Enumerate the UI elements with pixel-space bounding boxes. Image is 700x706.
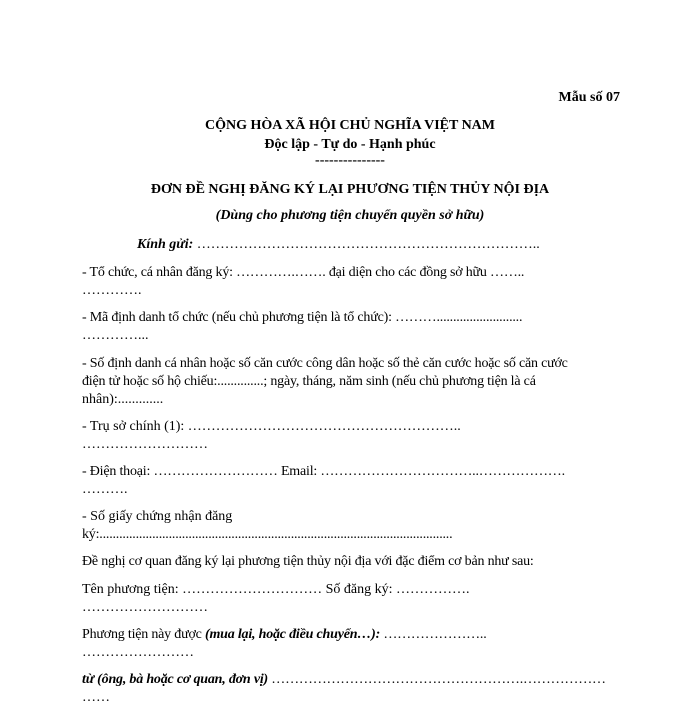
acquired-line-1	[82, 626, 487, 643]
phone-line-1: - Điện thoại: ……………………… Email: ……………………………..……………….	[82, 464, 565, 479]
document-subtitle: (Dùng cho phương tiện chuyển quyền sở hữu)	[215, 208, 485, 223]
acquired-dots: …………………..	[380, 627, 487, 642]
personal-id-line-3: nhân):.............	[82, 392, 164, 407]
from-line-1	[82, 671, 606, 688]
from-line-2: ……	[82, 690, 110, 705]
from-dots: ……………………………………………….………………	[268, 672, 606, 687]
registrant-line-2: ………….	[82, 283, 142, 298]
personal-id-line-2: điện tử hoặc số hộ chiếu:..............; ngày, tháng, năm sinh (nếu chủ phương tiện là cá	[82, 374, 536, 389]
addressee-dots: ………………………………………………………………..	[193, 237, 540, 252]
org-id-line-1: - Mã định danh tổ chức (nếu chủ phương tiện là tổ chức): ………..........................	[82, 310, 523, 325]
office-line-2: ………………………	[82, 437, 208, 452]
personal-id-line-1: - Số định danh cá nhân hoặc số căn cước công dân hoặc số thẻ căn cước hoặc số căn cước	[82, 356, 568, 371]
addressee-label: Kính gửi:	[137, 237, 194, 252]
form-number: Mẫu số 07	[558, 90, 620, 105]
org-id-line-2: …………...	[82, 328, 149, 343]
country-title: CỘNG HÒA XÃ HỘI CHỦ NGHĨA VIỆT NAM	[204, 118, 495, 133]
vessel-line-1: Tên phương tiện: ………………………… Số đăng ký: …………….	[82, 582, 470, 597]
addressee-line	[137, 236, 540, 253]
phone-line-2: ……….	[82, 482, 128, 497]
request-line: Đề nghị cơ quan đăng ký lại phương tiện thủy nội địa với đặc điểm cơ bản như sau:	[82, 554, 534, 569]
vessel-line-2: ………………………	[82, 600, 208, 615]
motto: Độc lập - Tự do - Hạnh phúc	[264, 137, 436, 152]
acquired-method: (mua lại, hoặc điều chuyển…):	[205, 627, 381, 642]
acquired-line-2: ……………………	[82, 645, 194, 660]
acquired-label: Phương tiện này được	[82, 627, 205, 642]
registrant-line-1: - Tổ chức, cá nhân đăng ký: ………….……. đại diện cho các đồng sở hữu ……..	[82, 265, 525, 280]
office-line-1: - Trụ sở chính (1): …………………………………………………..	[82, 419, 461, 434]
document-title: ĐƠN ĐỀ NGHỊ ĐĂNG KÝ LẠI PHƯƠNG TIỆN THỦY NỘI ĐỊA	[150, 182, 550, 197]
motto-underline: ---------------	[315, 153, 385, 168]
cert-line-1: - Số giấy chứng nhận đăng	[82, 509, 233, 524]
cert-line-2: ký:...........................................................................................................	[82, 527, 453, 542]
from-label: từ (ông, bà hoặc cơ quan, đơn vị)	[82, 672, 268, 687]
